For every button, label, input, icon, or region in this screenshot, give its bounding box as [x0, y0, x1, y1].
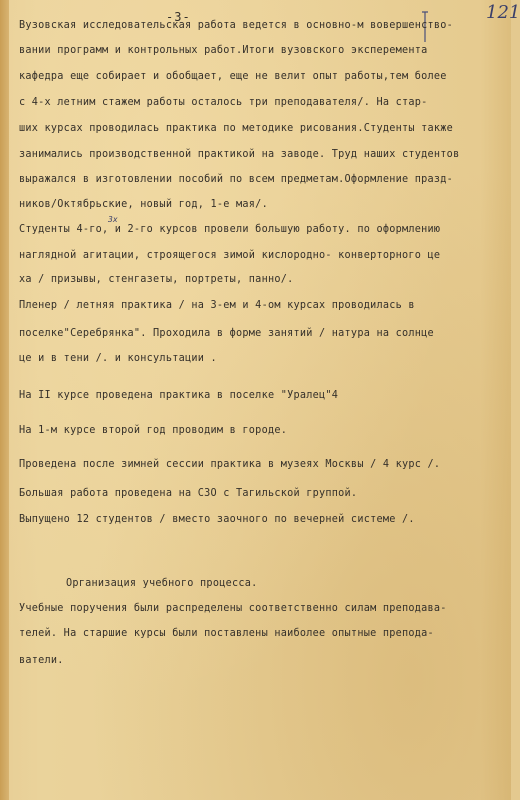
text-line: с 4-х летним стажем работы осталось три преподавателя/. На стар- — [19, 97, 428, 108]
text-line: На II курсе проведена практика в поселке "Уралец"4 — [19, 390, 339, 401]
text-line: Выпущено 12 студентов / вместо заочного по вечерней системе /. — [19, 514, 415, 525]
archive-folio-number: 121 — [486, 2, 520, 23]
text-line: це и в тени /. и консультации . — [19, 353, 217, 364]
text-line: Пленер / летняя практика / на 3-ем и 4-ом курсах проводилась в — [19, 300, 415, 311]
text-line: ников/Октябрьские, новый год, 1-е мая/. — [19, 199, 268, 210]
text-line: ха / призывы, стенгазеты, портреты, панно/. — [19, 274, 294, 285]
text-line: Большая работа проведена на СЗО с Тагильской группой. — [19, 488, 358, 499]
text-line: занимались производственной практикой на заводе. Труд наших студентов — [19, 149, 460, 160]
text-line: выражался в изготовлении пособий по всем предметам.Оформление празд- — [19, 174, 454, 185]
handwritten-annotation: 3х — [108, 215, 118, 224]
section-heading: Организация учебного процесса. — [66, 578, 258, 589]
text-line: Проведена после зимней сессии практика в музеях Москвы / 4 курс /. — [19, 459, 441, 470]
text-line: Студенты 4-го, и 2-го курсов провели большую работу. по оформлению — [19, 224, 441, 235]
text-line: кафедра еще собирает и обобщает, еще не велит опыт работы,тем более — [19, 71, 447, 82]
page-number: -3- — [166, 10, 191, 24]
text-line: Учебные поручения были распределены соответственно силам преподава- — [19, 603, 447, 614]
text-line: Вузовская исследовательская работа ведется в основно-м вовершенство- — [19, 20, 454, 31]
text-line: наглядной агитации, строящегося зимой кислородно- конверторного це — [19, 250, 441, 261]
page-binding-edge — [0, 0, 9, 800]
text-line: вании программ и контрольных работ.Итоги вузовского эксперемента — [19, 45, 428, 56]
text-line: поселке"Серебрянка". Проходила в форме занятий / натура на солнце — [19, 328, 434, 339]
text-line: ватели. — [19, 655, 64, 666]
text-line: На 1-м курсе второй год проводим в городе. — [19, 425, 288, 436]
text-line: ших курсах проводилась практика по методике рисования.Студенты также — [19, 123, 454, 134]
text-line: телей. На старшие курсы были поставлены наиболее опытные препода- — [19, 628, 434, 639]
